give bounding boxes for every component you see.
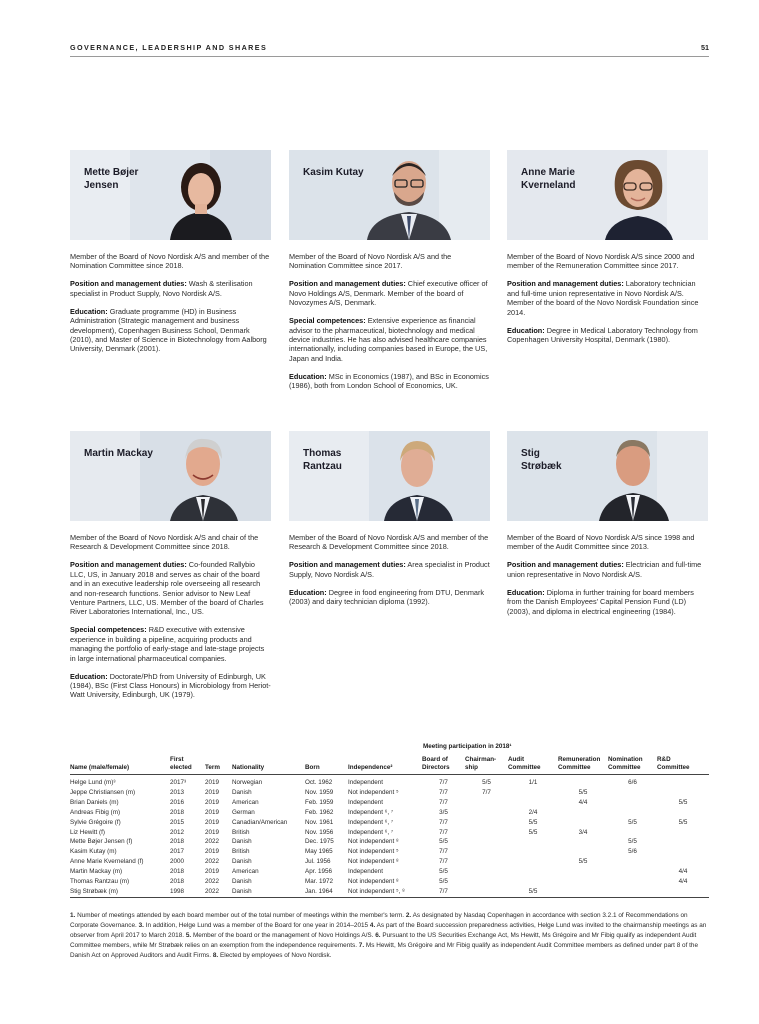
table-cell: Jan. 1964 (305, 887, 333, 895)
table-cell: 2017³ (170, 779, 187, 786)
table-cell (657, 847, 709, 857)
table-cell: Martin Mackay (m) (70, 868, 123, 876)
table-cell: 5/5 (439, 868, 448, 876)
member-name: Thomas Rantzau (303, 448, 342, 472)
table-cell (465, 818, 508, 828)
table-cell (558, 887, 608, 897)
table-cell: Stig Strøbæk (m) (70, 887, 118, 895)
col-rd: R&D Committee (657, 756, 690, 771)
table-cell (508, 867, 558, 877)
table-row (70, 808, 709, 818)
bio-duties: Position and management duties: Electrician and full-time union representative in Novo Nordisk A/S. (507, 560, 702, 579)
table-cell (558, 818, 608, 828)
board-member-card (70, 150, 271, 362)
member-bio (289, 252, 490, 391)
meeting-participation-title: Meeting participation in 2018¹ (423, 743, 512, 750)
table-cell: Brian Daniels (m) (70, 798, 119, 806)
table-cell (558, 847, 608, 857)
portrait-image (507, 431, 708, 521)
table-cell: Danish (232, 838, 252, 846)
footnote-number: 7. (358, 941, 365, 949)
portrait-image (289, 150, 490, 240)
table-cell: 2/4 (528, 808, 538, 816)
table-cell: Danish (232, 887, 252, 895)
table-cell: Not independent ⁵, ⁸ (348, 887, 405, 895)
table-cell (558, 775, 608, 788)
table-cell: Not independent ⁵ (348, 848, 399, 856)
table-cell: 5/5 (628, 838, 637, 846)
table-cell: American (232, 798, 259, 806)
table-cell: Liz Hewitt (f) (70, 828, 105, 836)
table-cell (657, 857, 709, 867)
col-term: Term (205, 764, 220, 771)
bio-intro: Member of the Board of Novo Nordisk A/S and member of the Nomination Committee since 2018. (70, 252, 270, 271)
footnote-number: 5. (185, 931, 192, 939)
table-cell: Mette Bøjer Jensen (f) (70, 838, 133, 846)
table-row (70, 798, 709, 808)
table-cell: 4/4 (678, 868, 688, 876)
table-row (70, 877, 709, 887)
table-cell: 4/4 (678, 878, 688, 886)
table-cell: Helge Lund (m)³ (70, 779, 116, 786)
table-cell: Apr. 1956 (305, 868, 332, 876)
table-row (70, 867, 709, 877)
table-cell (465, 808, 508, 818)
table-cell (657, 887, 709, 897)
table-cell: Oct. 1962 (305, 779, 333, 786)
table-cell: 7/7 (482, 788, 491, 796)
table-row (70, 847, 709, 857)
table-cell: Anne Marie Kverneland (f) (70, 858, 144, 866)
table-row (70, 818, 709, 828)
member-bio (70, 533, 271, 700)
table-cell: 5/5 (678, 818, 688, 826)
table-cell: 7/7 (439, 818, 448, 826)
table-cell (508, 837, 558, 847)
table-cell: Independent ⁶, ⁷ (348, 818, 394, 826)
table-cell: 6/6 (628, 779, 637, 786)
table-cell: 3/5 (439, 808, 448, 816)
bio-intro: Member of the Board of Novo Nordisk A/S and member of the Research & Development Committee since 2018. (289, 533, 489, 552)
table-cell: 5/5 (439, 878, 448, 886)
table-cell: Not independent ⁸ (348, 858, 399, 866)
board-member-card (507, 150, 708, 353)
table-cell: 5/5 (578, 858, 588, 866)
member-bio (507, 533, 708, 616)
bio-duties: Position and management duties: Wash & sterilisation specialist in Product Supply, Novo Nordisk A/S. (70, 279, 253, 298)
col-chairmanship: Chairman- ship (465, 756, 497, 771)
member-bio (70, 252, 271, 354)
member-name: Stig Strøbæk (521, 448, 562, 472)
table-cell (608, 877, 657, 887)
table-cell (465, 847, 508, 857)
table-cell (657, 788, 709, 798)
table-cell (465, 798, 508, 808)
table-cell (608, 867, 657, 877)
table-cell (608, 828, 657, 838)
table-cell: 2018 (170, 838, 185, 846)
table-cell: 2013 (170, 788, 185, 796)
table-cell (608, 808, 657, 818)
table-cell: 2022 (205, 878, 220, 886)
table-row (70, 788, 709, 798)
bio-duties: Position and management duties: Co-founded Rallybio LLC, US, in January 2018 and serves as chair of the board and in an executive leadership role overseeing all research and non-research functions. Senior advisor to New Leaf Venture Partners, LLC, US. Member of the board of Charles River Laboratories International, Inc., US. (70, 560, 264, 617)
table-cell: 7/7 (439, 858, 448, 866)
footnote-text: In addition, Helge Lund was a member of the Board for one year in 2014–2015 (145, 921, 369, 929)
table-cell: Danish (232, 878, 252, 886)
portrait-photo (507, 150, 708, 240)
table-cell: Norwegian (232, 779, 263, 786)
table-cell: 2019 (205, 848, 220, 856)
table-cell: Independent (348, 798, 384, 806)
table-cell: British (232, 828, 250, 836)
page-header (70, 43, 709, 57)
table-cell: 2019 (205, 798, 220, 806)
table-cell: 1/1 (528, 779, 538, 786)
table-cell: 2018 (170, 878, 185, 886)
table-cell: Danish (232, 858, 252, 866)
bio-competences: Special competences: R&D executive with extensive experience in building a pipeline, acquiring products and managing the portfolio of early-stage and late-stage projects in large international pharmaceutical companies. (70, 625, 265, 663)
table-cell: Jul. 1956 (305, 858, 331, 866)
col-born: Born (305, 764, 320, 771)
table-cell (465, 857, 508, 867)
table-cell: Independent (348, 868, 384, 876)
table-cell (465, 887, 508, 897)
table-cell: 2016 (170, 798, 185, 806)
table-cell: Kasim Kutay (m) (70, 848, 117, 856)
footnote-number: 3. (138, 921, 144, 929)
bio-intro: Member of the Board of Novo Nordisk A/S and the Nomination Committee since 2017. (289, 252, 452, 271)
member-name: Martin Mackay (84, 448, 153, 459)
member-bio (507, 252, 708, 344)
table-cell (657, 828, 709, 838)
member-name: Mette Bøjer Jensen (84, 167, 139, 191)
table-cell: British (232, 848, 250, 856)
bio-education: Education: Graduate programme (HD) in Business Administration (Strategic management and business development), Copenhagen Business School, Denmark (2010), and Master of Science in Biotechnology from Aalborg University, Denmark (2001). (70, 306, 267, 354)
table-cell: 2019 (205, 868, 220, 876)
table-cell: 2000 (170, 858, 185, 866)
col-nationality: Nationality (232, 764, 265, 771)
footnote-text: As designated by Nasdaq Copenhagen in accordance with section 3.2.1 of Recommendations on Corporate Governance. (70, 912, 688, 929)
bio-duties: Position and management duties: Area specialist in Product Supply, Novo Nordisk A/S. (289, 560, 490, 579)
footnotes (70, 911, 709, 961)
table-cell: 5/5 (528, 818, 538, 826)
table-cell: 1998 (170, 887, 185, 895)
table-cell: Feb. 1962 (305, 808, 334, 816)
col-nomination: Nomination Committee (608, 756, 643, 771)
table-cell (558, 867, 608, 877)
table-cell (608, 788, 657, 798)
table-row (70, 887, 709, 897)
col-independence: Independence² (348, 764, 393, 771)
section-title: GOVERNANCE, LEADERSHIP AND SHARES (70, 43, 268, 52)
table-cell: 7/7 (439, 788, 448, 796)
board-member-card (70, 431, 271, 708)
table-cell: 2019 (205, 808, 220, 816)
portrait-image (70, 431, 271, 521)
bio-intro: Member of the Board of Novo Nordisk A/S since 1998 and member of the Audit Committee since 2013. (507, 533, 695, 552)
table-cell (508, 877, 558, 887)
table-cell (465, 828, 508, 838)
portrait-photo (70, 150, 271, 240)
footnote-text: Number of meetings attended by each board member out of the total number of meetings within the member's term. (77, 912, 405, 919)
table-cell: Nov. 1961 (305, 818, 334, 826)
table-cell (558, 877, 608, 887)
table-cell: 2015 (170, 818, 185, 826)
table-cell (608, 798, 657, 808)
table-cell: 2022 (205, 887, 220, 895)
table-cell (508, 788, 558, 798)
table-cell: Nov. 1956 (305, 828, 334, 836)
table-cell: Not independent ⁸ (348, 878, 399, 886)
board-member-card (289, 150, 490, 399)
table-cell: 7/7 (439, 828, 448, 836)
table-cell: 3/4 (578, 828, 588, 836)
footnote-text: Ms Hewitt, Ms Grégoire and Mr Fibig qualify as independent Audit Committee members as defined under part 8 of the Danish Act on Approved Auditors and Audit Firms. (70, 941, 699, 959)
table-cell (657, 808, 709, 818)
col-board: Board of Directors (422, 756, 450, 771)
table-cell: 4/4 (578, 798, 588, 806)
table-cell: Dec. 1975 (305, 838, 334, 846)
portrait-photo (507, 431, 708, 521)
table-cell (465, 837, 508, 847)
table-cell: 7/7 (439, 848, 448, 856)
table-cell: Independent ⁶, ⁷ (348, 808, 394, 816)
table-row (70, 775, 709, 788)
table-cell (465, 867, 508, 877)
bio-education: Education: Doctorate/PhD from University of Edinburgh, UK (1984), BSc (First Class Honours) in Microbiology from Heriot-Watt University, Edinburgh, UK (1979). (70, 671, 271, 700)
bio-duties: Position and management duties: Chief executive officer of Novo Holdings A/S, Denmark. Member of the board of Novozymes A/S, Denmark. (289, 279, 488, 308)
table-row (70, 837, 709, 847)
table-cell: 2019 (205, 779, 220, 786)
portrait-image (70, 150, 271, 240)
member-name: Anne Marie Kverneland (521, 167, 576, 191)
table-cell: 2019 (205, 828, 220, 836)
col-name: Name (male/female) (70, 764, 130, 771)
table-cell: 2018 (170, 868, 185, 876)
table-cell (657, 775, 709, 788)
table-cell: 7/7 (439, 779, 448, 786)
table-cell: 2012 (170, 828, 185, 836)
table-cell: 7/7 (439, 887, 448, 895)
table-cell: German (232, 808, 255, 816)
table-cell: 5/5 (439, 838, 448, 846)
member-bio (289, 533, 490, 607)
table-cell: Jeppe Christiansen (m) (70, 788, 136, 796)
table-cell: Independent (348, 779, 384, 786)
bio-education: Education: Degree in food engineering from DTU, Denmark (2003) and dairy technician diploma (1992). (289, 587, 485, 607)
table-cell: Mar. 1972 (305, 878, 334, 886)
bio-competences: Special competences: Extensive experience as financial advisor to the pharmaceutical, biotechnology and medical device industries. He has also advised healthcare companies internationally, including companies based in Europe, the US, Japan and India. (289, 316, 488, 363)
page-number: 51 (701, 43, 709, 52)
board-member-card (507, 431, 708, 625)
bio-intro: Member of the Board of Novo Nordisk A/S since 2000 and member of the Remuneration Committee since 2017. (507, 252, 695, 271)
table-cell: Danish (232, 788, 252, 796)
portrait-photo (70, 431, 271, 521)
table-cell: 2018 (170, 808, 185, 816)
table-cell: Feb. 1959 (305, 798, 334, 806)
table-cell (657, 837, 709, 847)
table-cell: 2022 (205, 838, 220, 846)
footnote-number: 6. (375, 931, 381, 939)
table-cell: Sylvie Grégoire (f) (70, 818, 121, 826)
board-members-table (70, 756, 709, 898)
footnote-number: 4. (369, 921, 376, 929)
table-row (70, 857, 709, 867)
table-cell (465, 877, 508, 887)
footnote-text: As part of the Board succession preparedness activities, Helge Lund was invited to the chairmanship meetings as an observer from April 2017 to March 2018. (70, 921, 707, 939)
footnote-number: 8. (212, 951, 219, 959)
table-cell: American (232, 868, 259, 876)
footnote-number: 1. (70, 912, 76, 919)
board-member-card (289, 431, 490, 615)
bio-education: Education: Degree in Medical Laboratory Technology from Copenhagen University Hospital, Denmark (1980). (507, 325, 698, 345)
table-cell (558, 808, 608, 818)
table-cell: 7/7 (439, 798, 448, 806)
table-cell: 2019 (205, 788, 220, 796)
table-cell (508, 847, 558, 857)
col-audit: Audit Committee (508, 756, 541, 771)
footnote-text: Pursuant to the US Securities Exchange Act, Ms Hewitt, Ms Grégoire and Mr Fibig qualify as independent Audit Committee members, while Mr Strøbæk relies on an exemption from the independence requirements. (70, 931, 697, 949)
table-cell: 5/5 (528, 887, 538, 895)
table-cell: 5/5 (678, 798, 688, 806)
table-row (70, 828, 709, 838)
footnote-number: 2. (405, 912, 412, 919)
footnote-text: Elected by employees of Novo Nordisk. (219, 951, 332, 959)
table-cell: 2022 (205, 858, 220, 866)
portrait-photo (289, 150, 490, 240)
table-cell: 2019 (205, 818, 220, 826)
bio-duties: Position and management duties: Laboratory technician and full-time union representative in Novo Nordisk A/S. Member of the board of the Novo Nordisk Foundation since 2014. (507, 279, 699, 317)
portrait-image (507, 150, 708, 240)
bio-education: Education: MSc in Economics (1987), and BSc in Economics (1986), both from London School of Economics, UK. (289, 371, 489, 391)
table-cell: 5/5 (528, 828, 538, 836)
table-cell: Not independent ⁵ (348, 788, 399, 796)
portrait-photo (289, 431, 490, 521)
table-cell: Nov. 1959 (305, 788, 334, 796)
col-first-elected: First elected (170, 756, 192, 771)
footnote-text: Member of the board or the management of Novo Holdings A/S. (192, 931, 374, 939)
table-cell: Canadian/American (232, 818, 288, 826)
table-cell: Thomas Rantzau (m) (70, 878, 130, 886)
table-cell: 2017 (170, 848, 185, 856)
table-cell (608, 857, 657, 867)
table-cell: 5/5 (628, 818, 637, 826)
table-cell (508, 857, 558, 867)
portrait-image (289, 431, 490, 521)
table-cell: 5/5 (482, 779, 491, 786)
table-cell: 5/5 (578, 788, 588, 796)
table-cell: Not independent ⁸ (348, 838, 399, 846)
bio-education: Education: Diploma in further training for board members from the Danish Employees' Capital Pension Fund (LD) (2003), and diploma in electrical engineering (1984). (507, 587, 694, 616)
table-header-row (70, 756, 709, 775)
table-cell: Independent ⁶, ⁷ (348, 828, 394, 836)
bio-intro: Member of the Board of Novo Nordisk A/S and chair of the Research & Development Committee since 2018. (70, 533, 259, 552)
table-cell (608, 887, 657, 897)
table-cell (558, 837, 608, 847)
col-remuneration: Remuneration Committee (558, 756, 601, 771)
table-cell: Andreas Fibig (m) (70, 808, 121, 816)
table-cell: May 1965 (305, 848, 333, 856)
table-cell: 5/6 (628, 848, 637, 856)
table-cell (508, 798, 558, 808)
member-name: Kasim Kutay (303, 167, 364, 178)
